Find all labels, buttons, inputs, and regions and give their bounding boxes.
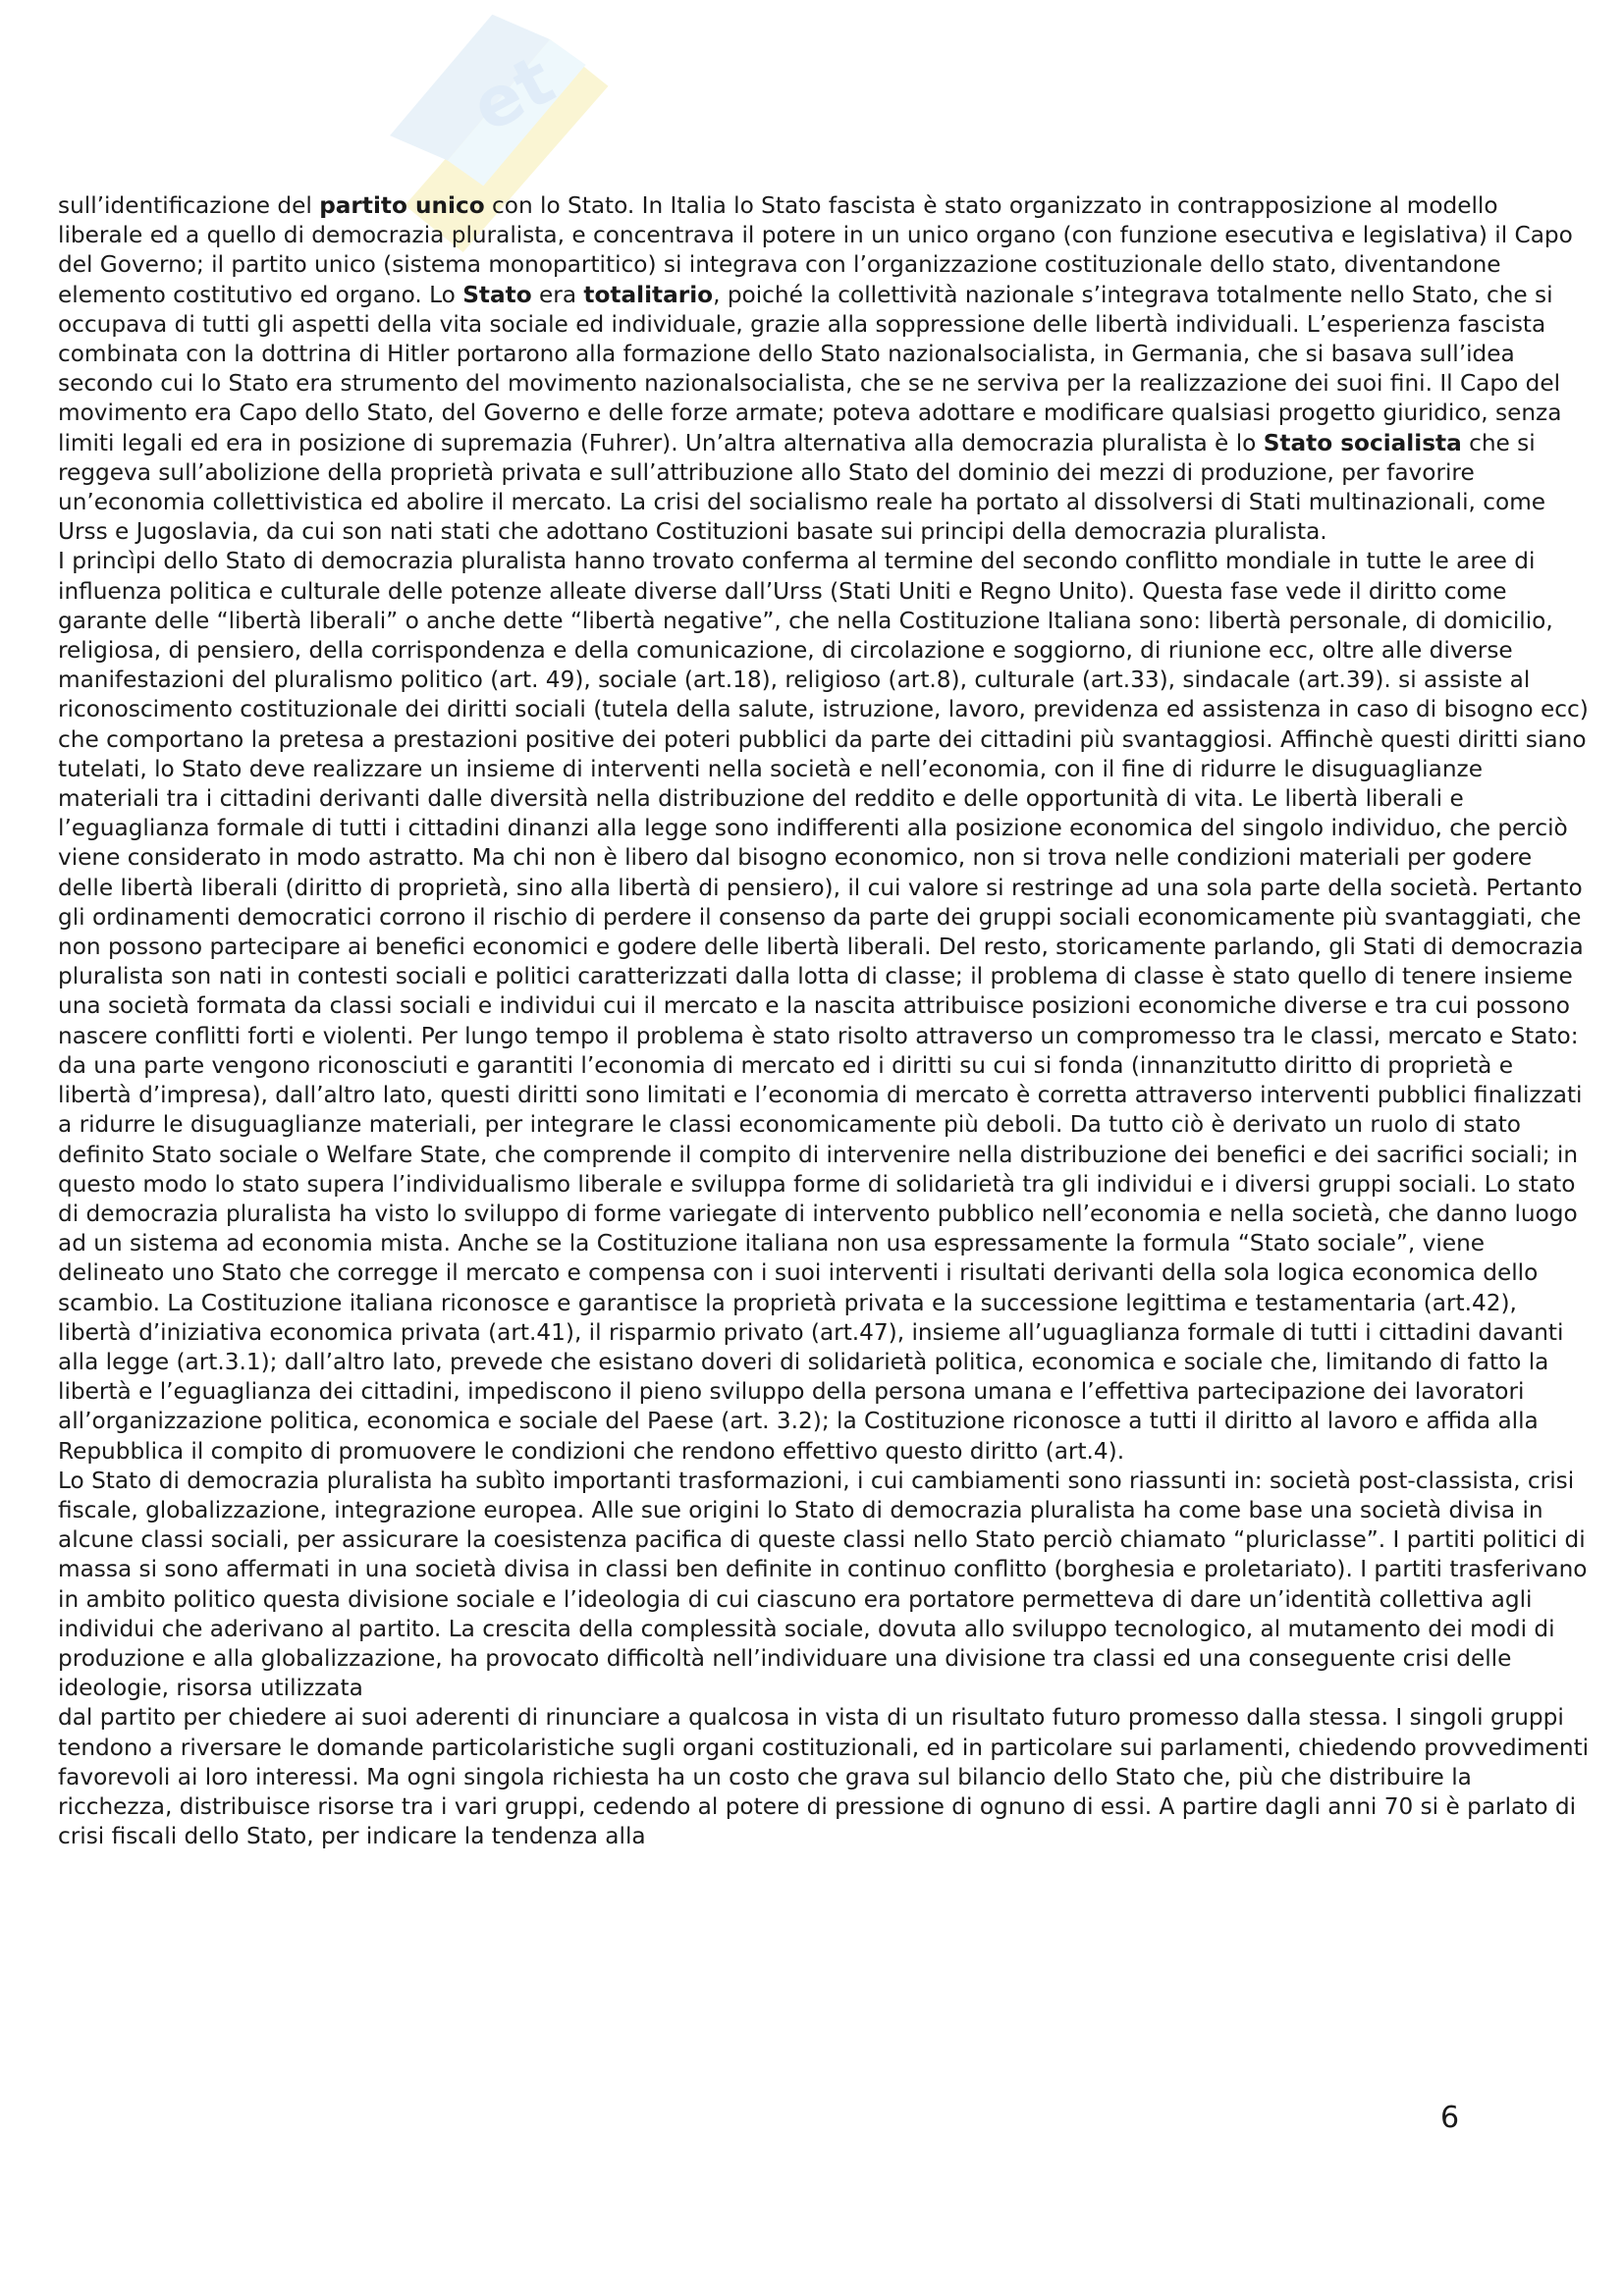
text-run: con lo Stato. In Italia lo Stato fascista è stato organizzato in contrapposizione al modello liberale ed a quello di democrazia pluralista, e concentrava il potere in un unico organo (con funzione esecutiva e legislativa) il Capo del Governo; il partito unico (sistema monopartitico) si integrava con l’organizzazione costituzionale dello stato, diventandone elemento costitutivo ed organo. Lo <box>58 192 1573 308</box>
text-run: , poiché la collettività nazionale s’integrava totalmente nello Stato, che si occupava di tutti gli aspetti della vita sociale ed individuale, grazie alla soppressione delle libertà individuali. L’esperienza fascista combinata con la dottrina di Hitler portarono alla formazione dello Stato nazionalsocialista, in Germania, che si basava sull’idea secondo cui lo Stato era strumento del movimento nazionalsocialista, che se ne serviva per la realizzazione dei suoi fini. Il Capo del movimento era Capo dello Stato, del Governo e delle forze armate; poteva adottare e modificare qualsiasi progetto giuridico, senza limiti legali ed era in posizione di supremazia (Fuhrer). Un’altra alternativa alla democrazia pluralista è lo <box>58 281 1562 456</box>
page-number: 6 <box>1440 2101 1460 2135</box>
text-run: che si reggeva sull’abolizione della proprietà privata e sull’attribuzione allo Stato del dominio dei mezzi di produzione, per favorire un’economia collettivistica ed abolire il mercato. La crisi del socialismo reale ha portato al dissolversi di Stati multinazionali, come Urss e Jugoslavia, da cui son nati stati che adottano Costituzioni basate sui principi della democrazia pluralista. <box>58 429 1546 546</box>
bold-term-totalitario: totalitario <box>583 281 714 308</box>
paragraph-2: I princìpi dello Stato di democrazia pluralista hanno trovato conferma al termine del secondo conflitto mondiale in tutte le aree di influenza politica e culturale delle potenze alleate diverse dall’Urss (Stati Uniti e Regno Unito). Questa fase vede il diritto come garante delle “libertà liberali” o anche dette “libertà negative”, che nella Costituzione Italiana sono: libertà personale, di domicilio, religiosa, di pensiero, della corrispondenza e della comunicazione, di circolazione e soggiorno, di riunione ecc, oltre alle diverse manifestazioni del pluralismo politico (art. 49), sociale (art.18), religioso (art.8), culturale (art.33), sindacale (art.39). si assiste al riconoscimento costituzionale dei diritti sociali (tutela della salute, istruzione, lavoro, previdenza ed assistenza in caso di bisogno ecc) che comportano la pretesa a prestazioni positive dei poteri pubblici da parte dei cittadini più svantaggiosi. Affinchè questi diritti siano tutelati, lo Stato deve realizzare un insieme di interventi nella società e nell’economia, con il fine di ridurre le disuguaglianze materiali tra i cittadini derivanti dalle diversità nella distribuzione del reddito e delle opportunità di vita. Le libertà liberali e l’eguaglianza formale di tutti i cittadini dinanzi alla legge sono indifferenti alla posizione economica del singolo individuo, che perciò viene considerato in modo astratto. Ma chi non è libero dal bisogno economico, non si trova nelle condizioni materiali per godere delle libertà liberali (diritto di proprietà, sino alla libertà di pensiero), il cui valore si restringe ad una sola parte della società. Pertanto gli ordinamenti democratici corrono il rischio di perdere il consenso da parte dei gruppi sociali economicamente più svantaggiati, che non possono partecipare ai benefici economici e godere delle libertà liberali. Del resto, storicamente parlando, gli Stati di democrazia pluralista son nati in contesti sociali e politici caratterizzati dalla lotta di classe; il problema di classe è stato quello di tenere insieme una società formata da classi sociali e individui cui il mercato e la nascita attribuisce posizioni economiche diverse e tra cui possono nascere conflitti forti e violenti. Per lungo tempo il problema è stato risolto attraverso un compromesso tra le classi, mercato e Stato: da una parte vengono riconosciuti e garantiti l’economia di mercato ed i diritti su cui si fonda (innanzitutto diritto di proprietà e libertà d’impresa), dall’altro lato, questi diritti sono limitati e l’economia di mercato è corretta attraverso interventi pubblici finalizzati a ridurre le disuguaglianze materiali, per integrare le classi economicamente più deboli. Da tutto ciò è derivato un ruolo di stato definito Stato sociale o Welfare State, che comprende il compito di intervenire nella distribuzione dei benefici e dei sacrifici sociali; in questo modo lo stato supera l’individualismo liberale e sviluppa forme di solidarietà tra gli individui e i diversi gruppi sociali. Lo stato di democrazia pluralista ha visto lo sviluppo di forme variegate di intervento pubblico nell’economia e nella società, che danno luogo ad un sistema ad economia mista. Anche se la Costituzione italiana non usa espressamente la formula “Stato sociale”, viene delineato uno Stato che corregge il mercato e compensa con i suoi interventi i risultati derivanti della sola logica economica dello scambio. La Costituzione italiana riconosce e garantisce la proprietà privata e la successione legittima e testamentaria (art.42), libertà d’iniziativa economica privata (art.41), il risparmio privato (art.47), insieme all’uguaglianza formale di tutti i cittadini davanti alla legge (art.3.1); dall’altro lato, prevede che esistano doveri di solidarietà politica, economica e sociale che, limitando di fatto la libertà e l’eguaglianza dei cittadini, impediscono il pieno sviluppo della persona umana e l’effettiva partecipazione dei lavoratori all’organizzazione politica, economica e sociale del Paese (art. 3.2); la Costituzione riconosce a tutti il diritto al lavoro e affida alla Repubblica il compito di promuovere le condizioni che rendono effettivo questo diritto (art.4). <box>58 548 1589 1465</box>
bold-term-stato: Stato <box>462 281 532 308</box>
paragraph-1 <box>58 191 1590 547</box>
bold-term-partito-unico: partito unico <box>319 192 485 219</box>
body-text <box>58 191 1590 1851</box>
bold-term-stato-socialista: Stato socialista <box>1263 429 1462 456</box>
text-run: era <box>531 281 584 308</box>
paragraph-4: dal partito per chiedere ai suoi aderenti di rinunciare a qualcosa in vista di un risultato futuro promesso dalla stessa. I singoli gruppi tendono a riversare le domande particolaristiche sugli organi costituzionali, ed in particolare sui parlamenti, chiedendo provvedimenti favorevoli ai loro interessi. Ma ogni singola richiesta ha un costo che grava sul bilancio dello Stato che, più che distribuire la ricchezza, distribuisce risorse tra i vari gruppi, cedendo al potere di pressione di ognuno di essi. A partire dagli anni 70 si è parlato di crisi fiscali dello Stato, per indicare la tendenza alla <box>58 1704 1590 1850</box>
watermark-text: et <box>459 39 568 148</box>
paragraph-3: Lo Stato di democrazia pluralista ha subìto importanti trasformazioni, i cui cambiamenti sono riassunti in: società post-classista, crisi fiscale, globalizzazione, integrazione europea. Alle sue origini lo Stato di democrazia pluralista ha come base una società divisa in alcune classi sociali, per assicurare la coesistenza pacifica di queste classi nello Stato perciò chiamato “pluriclasse”. I partiti politici di massa si sono affermati in una società divisa in classi ben definite in continuo conflitto (borghesia e proletariato). I partiti trasferivano in ambito politico questa divisione sociale e l’ideologia di cui ciascuno era portatore permetteva di dare un’identità collettiva agli individui che aderivano al partito. La crescita della complessità sociale, dovuta allo sviluppo tecnologico, al mutamento dei modi di produzione e alla globalizzazione, ha provocato difficoltà nell’individuare una divisione tra classi ed una conseguente crisi delle ideologie, risorsa utilizzata <box>58 1467 1588 1702</box>
text-run: sull’identificazione del <box>58 192 320 219</box>
